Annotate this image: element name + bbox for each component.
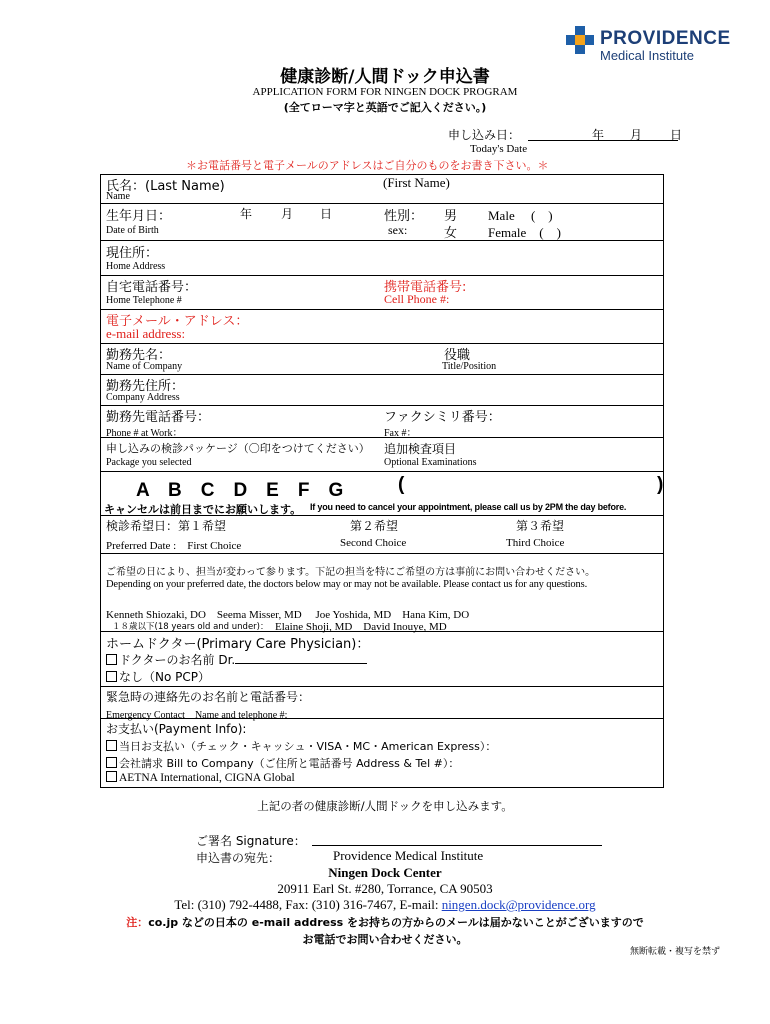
center-name: Ningen Dock Center (328, 865, 442, 880)
email-label-en: e-mail address: (106, 326, 186, 341)
page-title-en: APPLICATION FORM FOR NINGEN DOCK PROGRAM (252, 86, 518, 98)
optional-label-en: Optional Examinations (384, 457, 477, 468)
contact-notice: ＊お電話番号と電子メールのアドレスはご自分のものをお書き下さい。＊ (186, 159, 549, 172)
home-phone-label-en: Home Telephone # (106, 295, 182, 306)
company-label: 勤務先名： (106, 348, 172, 363)
date-month: 月 (630, 128, 643, 142)
payment-option-insurance[interactable] (106, 771, 295, 784)
warning-label: 注： (126, 916, 149, 929)
cell-phone-label-en: Cell Phone #: (384, 292, 450, 306)
payment-company-checkbox[interactable] (106, 757, 117, 768)
page-subtitle: (全てローマ字と英語でご記入ください。) (283, 101, 487, 114)
emergency-label-en: Emergency Contact Name and telephone #: (106, 710, 288, 721)
cancel-policy-jp: キャンセルは前日までにお願いします。 (104, 503, 302, 516)
address-label: 現住所： (106, 246, 159, 261)
pcp-name-option[interactable] (106, 651, 367, 668)
female-jp: 女 (444, 226, 458, 241)
dob-label-en: Date of Birth (106, 225, 159, 236)
position-label-en: Title/Position (442, 361, 497, 372)
contact-email-link[interactable]: ningen.dock@providence.org (441, 897, 596, 912)
providence-logo-icon (566, 26, 594, 54)
home-phone-label: 自宅電話番号： (106, 280, 198, 295)
signature-line[interactable] (312, 845, 602, 846)
position-label: 役職 (444, 348, 471, 363)
date-label-en: Today's Date (470, 143, 528, 155)
doctor-note-jp: ご希望の日により、担当が変わって参ります。下記の担当を特にご希望の方は事前にお問い合わせください。 (106, 567, 596, 578)
emergency-label: 緊急時の連絡先のお名前と電話番号： (106, 690, 311, 704)
payment-same-day-label: 当日お支払い（チェック・キャッシュ・VISA・MC・American Express）： (119, 740, 497, 753)
fax-label-en: Fax #： (384, 428, 417, 439)
payment-option-same-day[interactable] (106, 738, 496, 754)
no-pcp-label: なし（No PCP） (119, 670, 210, 684)
logo-subtitle: Medical Institute (600, 48, 694, 63)
company-address-label-en: Company Address (106, 392, 180, 403)
logo-name: PROVIDENCE (600, 28, 731, 49)
package-label-en: Package you selected (106, 457, 192, 468)
male-jp: 男 (444, 209, 458, 224)
male-option[interactable]: Male ( ) (488, 208, 553, 223)
work-phone-label-en: Phone # at Work： (106, 428, 183, 439)
work-phone-label: 勤務先電話番号： (106, 410, 211, 425)
preferred-date-label: 検診希望日：第１希望 (106, 519, 227, 533)
email-label: 電子メール・アドレス： (106, 314, 249, 329)
page-title: 健康診断/人間ドック申込書 (280, 67, 490, 87)
payment-insurance-label: AETNA International, CIGNA Global (119, 772, 295, 784)
date-label: 申し込み日： (448, 128, 521, 142)
payment-insurance-checkbox[interactable] (106, 771, 117, 782)
date-year: 年 (592, 128, 605, 142)
cancel-policy-en: If you need to cancel your appointment, please call us by 2PM the day before. (310, 502, 627, 512)
address-label-en: Home Address (106, 261, 166, 272)
optional-paren-close: ) (657, 474, 664, 495)
first-name-label: (First Name) (383, 175, 450, 190)
company-address-label: 勤務先住所： (106, 379, 185, 394)
second-choice-label: 第２希望 (350, 519, 399, 533)
package-label: 申し込みの検診パッケージ（〇印をつけてください） (106, 442, 370, 455)
third-choice-label-en: Third Choice (506, 537, 565, 549)
email-warning-line-2: お電話でお問い合わせください。 (302, 933, 468, 946)
center-contact (0, 897, 770, 913)
fax-label: ファクシミリ番号： (384, 410, 501, 425)
sex-label: 性別： (384, 209, 424, 224)
female-option[interactable]: Female ( ) (488, 225, 561, 240)
optional-label: 追加検査項目 (384, 442, 457, 456)
no-pcp-checkbox[interactable] (106, 671, 117, 682)
date-day: 日 (670, 128, 683, 142)
package-options[interactable]: A B C D E F G (136, 480, 344, 501)
doctor-note-en: Depending on your preferred date, the doctors below may or may not be available. Please contact us for any questions. (106, 579, 588, 590)
payment-option-company[interactable] (106, 755, 459, 771)
third-choice-label: 第３希望 (516, 519, 565, 533)
dob-day: 日 (320, 207, 333, 221)
center-address: 20911 Earl St. #280, Torrance, CA 90503 (277, 881, 493, 896)
doctor-list-minor: Elaine Shoji, MD David Inouye, MD (275, 621, 447, 633)
pcp-name-blank[interactable] (235, 663, 367, 664)
payment-label: お支払い(Payment Info): (106, 722, 247, 736)
last-name-label: 氏名：(Last Name) (106, 179, 225, 194)
no-pcp-option[interactable] (106, 668, 210, 685)
dob-year: 年 (240, 207, 253, 221)
pcp-name-label: ドクターのお名前 Dr. (119, 653, 236, 667)
contact-phone-fax: Tel: (310) 792-4488, Fax: (310) 316-7467, E-mail: (174, 897, 442, 912)
dob-month: 月 (281, 207, 294, 221)
send-to-label: 申込書の宛先： (196, 851, 281, 865)
company-label-en: Name of Company (106, 361, 183, 372)
cell-phone-label: 携帯電話番号: (384, 280, 467, 295)
doctor-list-minor-label: １８歳以下(18 years old and under)： (112, 622, 269, 632)
pcp-name-checkbox[interactable] (106, 654, 117, 665)
preferred-date-label-en: Preferred Date : First Choice (106, 540, 242, 552)
email-warning-line-1 (0, 914, 770, 930)
optional-paren-open: ( (398, 474, 405, 495)
signature-label: ご署名 Signature： (196, 834, 306, 848)
doctor-list-adult: Kenneth Shiozaki, DO Seema Misser, MD Joe Yoshida, MD Hana Kim, DO (106, 609, 470, 621)
institute-name: Providence Medical Institute (333, 848, 484, 863)
warning-text-1: co.jp などの日本の e-mail address をお持ちの方からのメールは届かないことがございますので (148, 916, 644, 929)
sex-label-en: sex: (388, 223, 408, 237)
pcp-label: ホームドクター(Primary Care Physician)： (106, 637, 370, 652)
second-choice-label-en: Second Choice (340, 537, 407, 549)
application-statement: 上記の者の健康診断/人間ドックを申し込みます。 (257, 799, 513, 813)
payment-same-day-checkbox[interactable] (106, 740, 117, 751)
payment-company-label: 会社請求 Bill to Company（ご住所と電話番号 Address & Tel #）： (119, 757, 460, 770)
copyright-notice: 無断転載・複写を禁ず (630, 947, 721, 957)
name-label-en: Name (106, 191, 130, 202)
dob-label: 生年月日： (106, 209, 172, 224)
